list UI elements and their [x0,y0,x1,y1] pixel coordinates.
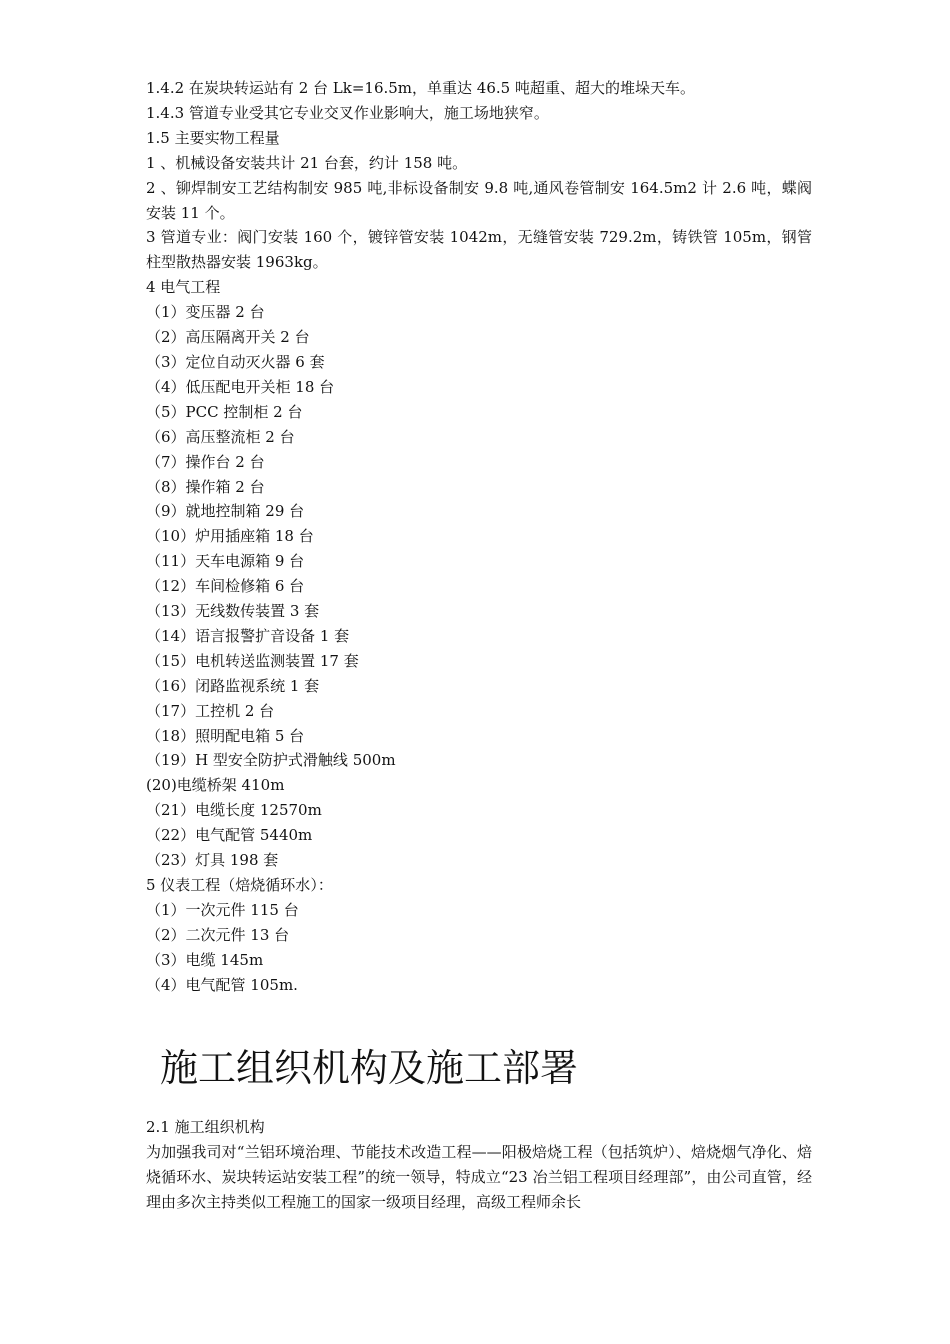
section-subtitle: 2.1 施工组织机构 [146,1118,265,1136]
list-item: （11）天车电源箱 9 台 [146,552,305,571]
list-item: （3）电缆 145m [146,950,264,969]
list-item: （19）H 型安全防护式滑触线 500m [146,751,396,770]
list-item: （4）电气配管 105m. [146,975,298,994]
list-item: （6）高压整流柜 2 台 [146,427,295,446]
list-item: （16）闭路监视系统 1 套 [146,676,320,695]
list-item: （5）PCC 控制柜 2 台 [146,402,303,421]
list-item: （3）定位自动灭火器 6 套 [146,352,325,371]
list-item: （12）车间检修箱 6 台 [146,577,305,596]
electrical-list [146,300,812,873]
text-line-1-5: 1.5 主要实物工程量 [146,128,280,147]
list-item: (20)电缆桥架 410m [146,776,285,795]
paragraph-organization: 为加强我司对“兰铝环境治理、节能技术改造工程——阳极焙烧工程（包括筑炉）、焙烧烟气净化、焙烧循环水、炭块转运站安装工程”的统一领导，特成立“23 冶兰铝工程项目经理部”，由公司直管，经理由多次主持类似工程施工的国家一级项目经理，高级工程师余长 [146,1142,812,1211]
text-line-1-4-2: 1.4.2 在炭块转运站有 2 台 Lk=16.5m，单重达 46.5 吨超重、超大的堆垛天车。 [146,79,695,97]
paragraph-welding: 2 、铆焊制安工艺结构制安 985 吨,非标设备制安 9.8 吨,通风卷管制安 164.5m2 计 2.6 吨，蝶阀安装 11 个。 [146,178,812,222]
list-item: （18）照明配电箱 5 台 [146,726,305,745]
list-item: （23）灯具 198 套 [146,851,279,870]
list-item: （1）变压器 2 台 [146,303,265,322]
list-item: （21）电缆长度 12570m [146,801,322,820]
paragraph-pipe: 3 管道专业：阀门安装 160 个，镀锌管安装 1042m，无缝管安装 729.2m，铸铁管 105m，钢管柱型散热器安装 1963kg。 [146,228,812,272]
list-item: （14）语言报警扩音设备 1 套 [146,626,350,645]
electrical-title: 4 电气工程 [146,278,221,297]
list-item: （13）无线数传装置 3 套 [146,602,320,621]
list-item: （1）一次元件 115 台 [146,900,299,919]
list-item: （22）电气配管 5440m [146,826,313,845]
list-item: （9）就地控制箱 29 台 [146,502,305,521]
text-line-mechanical: 1 、机械设备安装共计 21 台套，约计 158 吨。 [146,153,468,172]
list-item: （2）二次元件 13 台 [146,925,290,944]
list-item: （10）炉用插座箱 18 台 [146,527,314,546]
list-item: （15）电机转送监测装置 17 套 [146,651,359,670]
instrument-title: 5 仪表工程（焙烧循环水）： [146,876,333,894]
chapter-heading: 施工组织机构及施工部署 [160,1046,579,1090]
instrument-list [146,898,812,998]
list-item: （2）高压隔离开关 2 台 [146,328,310,347]
list-item: （8）操作箱 2 台 [146,477,265,496]
list-item: （4）低压配电开关柜 18 台 [146,377,335,396]
text-line-1-4-3: 1.4.3 管道专业受其它专业交叉作业影响大，施工场地狭窄。 [146,103,549,122]
document-body [146,76,812,998]
section-organization [146,1115,812,1215]
list-item: （17）工控机 2 台 [146,701,275,720]
list-item: （7）操作台 2 台 [146,452,265,471]
